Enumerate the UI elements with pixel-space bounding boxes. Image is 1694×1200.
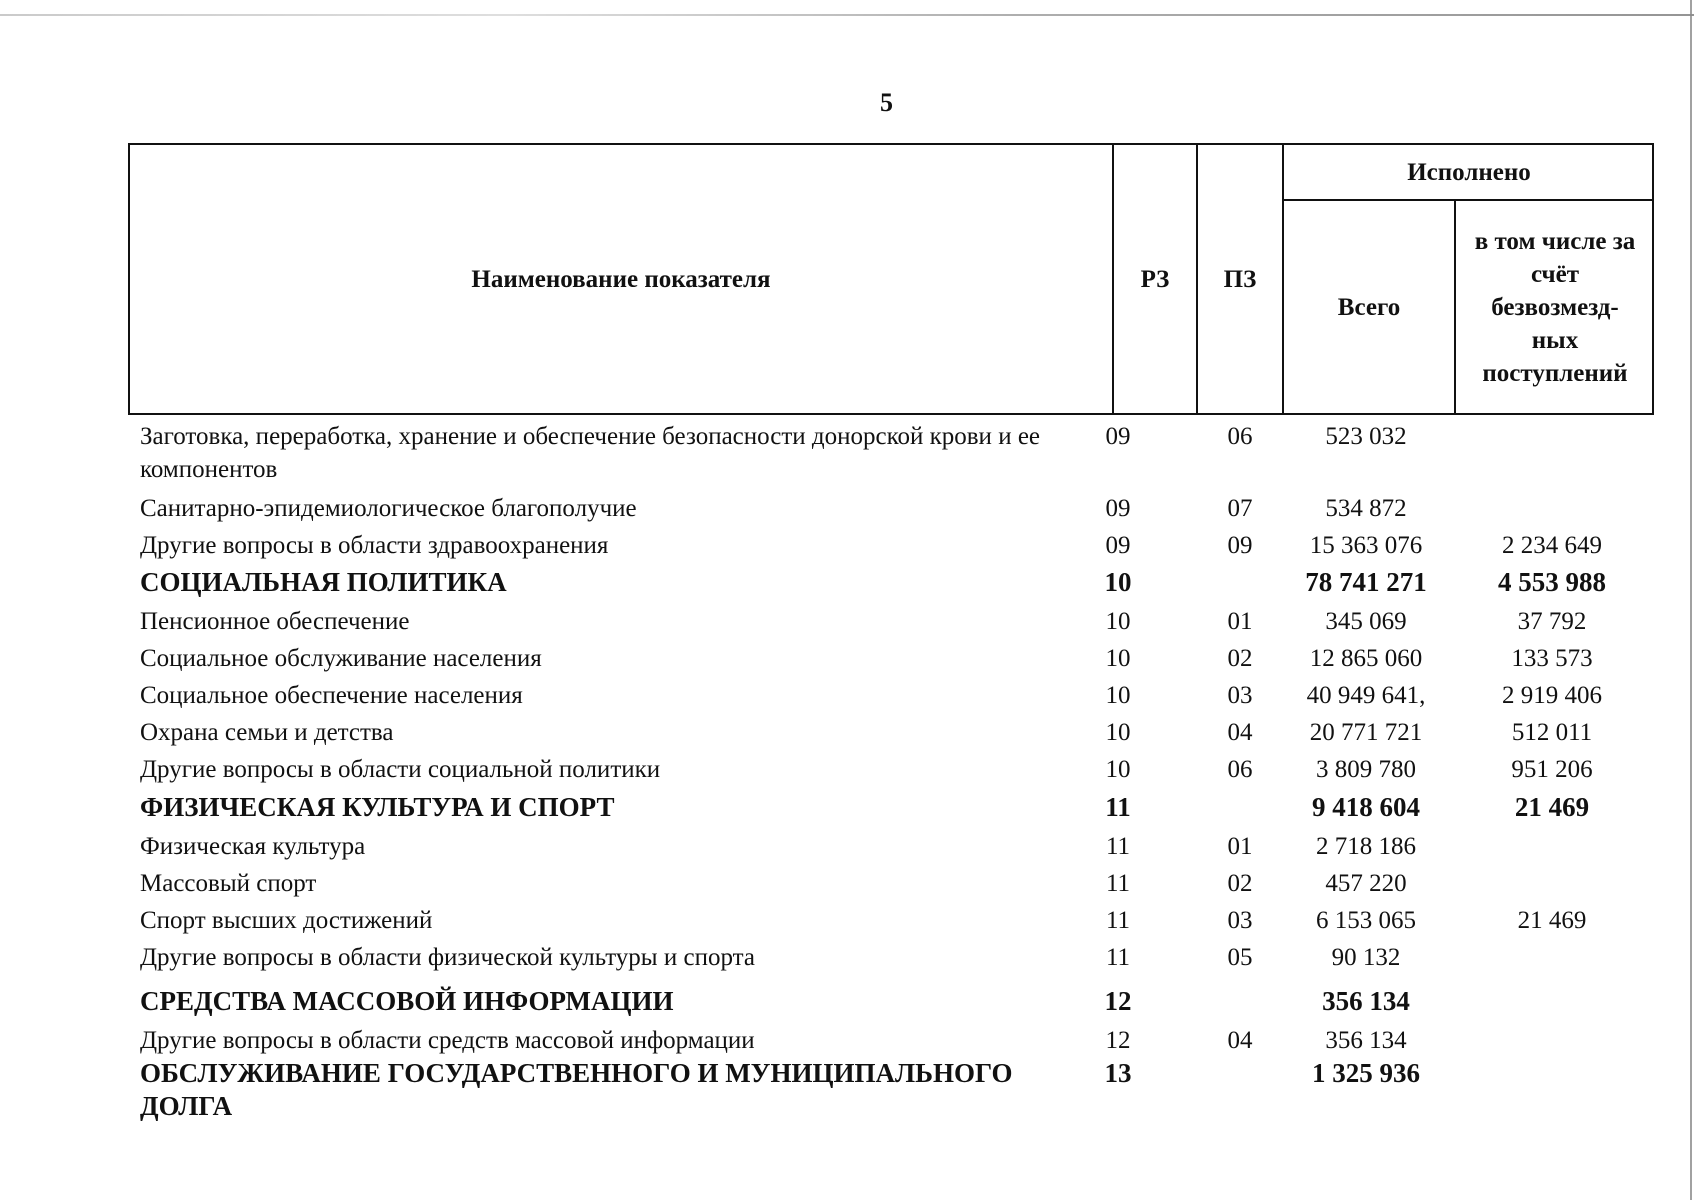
- row-total: 12 865 060: [1309, 645, 1423, 672]
- row-grant: 133 573: [1511, 645, 1593, 672]
- row-rz: 11: [1105, 944, 1131, 971]
- row-rz: 10: [1105, 719, 1131, 746]
- header-name: Наименование показателя: [471, 265, 771, 293]
- row-name: Физическая культура: [140, 833, 366, 860]
- row-name: Другие вопросы в области средств массовой информации: [140, 1027, 755, 1054]
- row-grant: 512 011: [1511, 719, 1593, 746]
- row-pz: 04: [1227, 719, 1253, 746]
- row-total: 6 153 065: [1316, 907, 1416, 934]
- row-rz: 12: [1105, 1027, 1131, 1054]
- row-name: Заготовка, переработка, хранение и обеспечение безопасности донорской крови и ее компонентов: [140, 423, 1041, 483]
- row-name: Другие вопросы в области физической культуры и спорта: [140, 944, 755, 971]
- row-name: Другие вопросы в области здравоохранения: [140, 532, 609, 559]
- row-total: 15 363 076: [1309, 532, 1423, 559]
- row-rz: 12: [1104, 986, 1132, 1016]
- header-total: Всего: [1337, 293, 1401, 321]
- row-total: 40 949 641,: [1306, 682, 1426, 709]
- row-pz: 03: [1227, 682, 1253, 709]
- row-rz: 10: [1105, 608, 1131, 635]
- table-header: [128, 143, 1654, 415]
- row-rz: 10: [1104, 567, 1132, 597]
- row-total: 3 809 780: [1316, 756, 1416, 783]
- row-rz: 09: [1105, 423, 1131, 450]
- row-rz: 09: [1105, 495, 1131, 522]
- row-pz: 06: [1227, 423, 1253, 450]
- row-pz: 06: [1227, 756, 1253, 783]
- row-rz: 10: [1105, 682, 1131, 709]
- row-total: 2 718 186: [1316, 833, 1416, 860]
- row-rz: 13: [1104, 1058, 1132, 1088]
- row-grant: 21 469: [1514, 792, 1590, 822]
- row-grant: 2 234 649: [1502, 532, 1602, 559]
- row-pz: 02: [1227, 645, 1253, 672]
- row-rz: 11: [1105, 833, 1131, 860]
- row-name: ФИЗИЧЕСКАЯ КУЛЬТУРА И СПОРТ: [140, 792, 615, 822]
- header-grant: в том числе за счёт безвозмезд-ных поступлений: [1474, 227, 1636, 387]
- row-pz: 02: [1227, 870, 1253, 897]
- row-rz: 11: [1105, 870, 1131, 897]
- row-total: 345 069: [1325, 608, 1407, 635]
- row-total: 20 771 721: [1309, 719, 1423, 746]
- row-name: Охрана семьи и детства: [140, 719, 394, 746]
- row-grant: 951 206: [1511, 756, 1593, 783]
- row-name: Пенсионное обеспечение: [140, 608, 410, 635]
- row-total: 356 134: [1325, 1027, 1407, 1054]
- row-pz: 04: [1227, 1027, 1253, 1054]
- row-name: Социальное обслуживание населения: [140, 645, 542, 672]
- row-total: 523 032: [1325, 423, 1407, 450]
- scan-edge-top: [0, 14, 1694, 16]
- row-rz: 10: [1105, 756, 1131, 783]
- row-grant: 2 919 406: [1502, 682, 1602, 709]
- row-rz: 10: [1105, 645, 1131, 672]
- scan-edge-right: [1690, 0, 1692, 1200]
- header-executed: Исполнено: [1407, 158, 1531, 186]
- row-total: 457 220: [1325, 870, 1407, 897]
- page-number: 5: [880, 88, 893, 117]
- row-name: Другие вопросы в области социальной политики: [140, 756, 661, 783]
- row-total: 534 872: [1325, 495, 1407, 522]
- row-total: 9 418 604: [1312, 792, 1420, 822]
- row-total: 1 325 936: [1312, 1058, 1420, 1088]
- row-name: Массовый спорт: [140, 870, 317, 897]
- row-grant: 21 469: [1517, 907, 1587, 934]
- row-total: 78 741 271: [1305, 567, 1427, 597]
- row-name: ОБСЛУЖИВАНИЕ ГОСУДАРСТВЕННОГО И МУНИЦИПАЛЬНОГО ДОЛГА: [140, 1058, 1013, 1121]
- row-pz: 05: [1227, 944, 1253, 971]
- row-name: Спорт высших достижений: [140, 907, 433, 934]
- row-rz: 11: [1105, 907, 1131, 934]
- row-rz: 11: [1105, 792, 1131, 822]
- row-pz: 07: [1227, 495, 1253, 522]
- row-total: 90 132: [1331, 944, 1401, 971]
- header-pz: ПЗ: [1223, 265, 1257, 293]
- row-pz: 03: [1227, 907, 1253, 934]
- row-total: 356 134: [1322, 986, 1410, 1016]
- row-rz: 09: [1105, 532, 1131, 559]
- header-rz: РЗ: [1140, 265, 1170, 293]
- row-pz: 09: [1227, 532, 1253, 559]
- row-pz: 01: [1227, 833, 1253, 860]
- row-name: СРЕДСТВА МАССОВОЙ ИНФОРМАЦИИ: [140, 986, 674, 1016]
- row-pz: 01: [1227, 608, 1253, 635]
- row-grant: 37 792: [1517, 608, 1587, 635]
- row-grant: 4 553 988: [1498, 567, 1606, 597]
- row-name: СОЦИАЛЬНАЯ ПОЛИТИКА: [140, 567, 507, 597]
- row-name: Социальное обеспечение населения: [140, 682, 523, 709]
- row-name: Санитарно-эпидемиологическое благополучие: [140, 495, 637, 522]
